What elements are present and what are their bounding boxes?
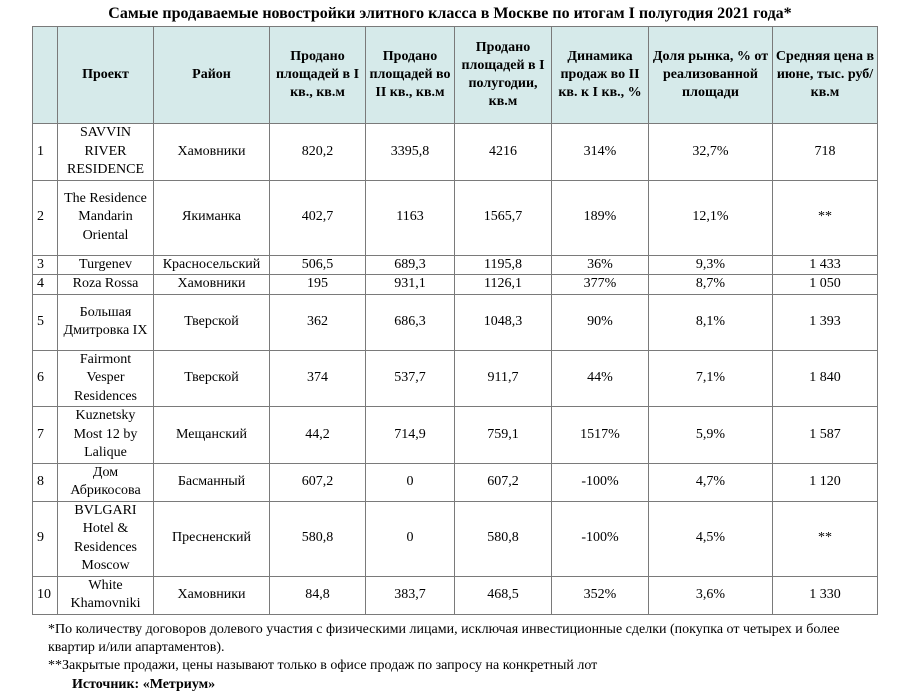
project-name: Roza Rossa — [58, 275, 154, 295]
table-row — [33, 501, 878, 576]
header-sold-q1: Продано площадей в I кв., кв.м — [270, 27, 366, 124]
market-share: 7,1% — [649, 350, 773, 407]
table-row — [33, 124, 878, 181]
avg-price: 1 433 — [773, 255, 878, 275]
sold-q2: 3395,8 — [366, 124, 455, 181]
sold-h1: 1126,1 — [455, 275, 552, 295]
market-share: 32,7% — [649, 124, 773, 181]
sold-q1: 362 — [270, 294, 366, 350]
table-row — [33, 255, 878, 275]
avg-price: ** — [773, 501, 878, 576]
project-name: White Khamovniki — [58, 576, 154, 614]
table-row — [33, 576, 878, 614]
district: Тверской — [154, 350, 270, 407]
market-share: 8,7% — [649, 275, 773, 295]
market-share: 4,7% — [649, 463, 773, 501]
project-name: Kuznetsky Most 12 by Lalique — [58, 407, 154, 464]
row-number: 7 — [33, 407, 58, 464]
sold-q1: 195 — [270, 275, 366, 295]
header-district: Район — [154, 27, 270, 124]
sold-q2: 1163 — [366, 180, 455, 255]
table-title: Самые продаваемые новостройки элитного класса в Москве по итогам I полугодия 2021 года* — [108, 5, 792, 22]
avg-price: 1 120 — [773, 463, 878, 501]
district: Хамовники — [154, 576, 270, 614]
project-name: Fairmont Vesper Residences — [58, 350, 154, 407]
dynamics: 1517% — [552, 407, 649, 464]
row-number: 8 — [33, 463, 58, 501]
sold-q1: 580,8 — [270, 501, 366, 576]
sold-q2: 383,7 — [366, 576, 455, 614]
row-number: 2 — [33, 180, 58, 255]
dynamics: -100% — [552, 501, 649, 576]
sold-h1: 911,7 — [455, 350, 552, 407]
sold-q1: 607,2 — [270, 463, 366, 501]
district: Красносельский — [154, 255, 270, 275]
footnote-1: *По количеству договоров долевого участия с физическими лицами, исключая инвестиционные сделки (покупка от четырех и более квартир и/или апартаментов). — [48, 622, 840, 655]
sales-table — [32, 26, 878, 615]
header-market-share: Доля рынка, % от реализованной площади — [649, 27, 773, 124]
avg-price: 1 587 — [773, 407, 878, 464]
source-note: Источник: «Метриум» — [72, 677, 216, 692]
sold-h1: 1048,3 — [455, 294, 552, 350]
project-name: BVLGARI Hotel & Residences Moscow — [58, 501, 154, 576]
dynamics: 90% — [552, 294, 649, 350]
avg-price: 1 330 — [773, 576, 878, 614]
header-number — [33, 27, 58, 124]
header-row — [33, 27, 878, 124]
row-number: 1 — [33, 124, 58, 181]
district: Хамовники — [154, 124, 270, 181]
header-sold-h1: Продано площадей в I полугодии, кв.м — [455, 27, 552, 124]
sold-q2: 931,1 — [366, 275, 455, 295]
avg-price: 1 050 — [773, 275, 878, 295]
sold-q2: 537,7 — [366, 350, 455, 407]
market-share: 3,6% — [649, 576, 773, 614]
sold-q2: 714,9 — [366, 407, 455, 464]
avg-price: ** — [773, 180, 878, 255]
sold-q2: 686,3 — [366, 294, 455, 350]
sold-q2: 0 — [366, 501, 455, 576]
table-body — [33, 124, 878, 615]
dynamics: 189% — [552, 180, 649, 255]
market-share: 5,9% — [649, 407, 773, 464]
table-row — [33, 407, 878, 464]
sold-h1: 759,1 — [455, 407, 552, 464]
dynamics: -100% — [552, 463, 649, 501]
table-row — [33, 463, 878, 501]
sold-q1: 374 — [270, 350, 366, 407]
header-sold-q2: Продано площадей во II кв., кв.м — [366, 27, 455, 124]
header-project: Проект — [58, 27, 154, 124]
header-dynamics: Динамика продаж во II кв. к I кв., % — [552, 27, 649, 124]
table-row — [33, 275, 878, 295]
sold-h1: 580,8 — [455, 501, 552, 576]
district: Мещанский — [154, 407, 270, 464]
district: Басманный — [154, 463, 270, 501]
market-share: 4,5% — [649, 501, 773, 576]
dynamics: 352% — [552, 576, 649, 614]
row-number: 5 — [33, 294, 58, 350]
footnote-2: **Закрытые продажи, цены называют только в офисе продаж по запросу на конкретный лот — [48, 658, 598, 673]
avg-price: 1 393 — [773, 294, 878, 350]
table-row — [33, 294, 878, 350]
district: Пресненский — [154, 501, 270, 576]
project-name: The Residence Mandarin Oriental — [58, 180, 154, 255]
avg-price: 1 840 — [773, 350, 878, 407]
sold-q2: 0 — [366, 463, 455, 501]
table-row — [33, 180, 878, 255]
sold-q1: 402,7 — [270, 180, 366, 255]
dynamics: 377% — [552, 275, 649, 295]
sold-h1: 1565,7 — [455, 180, 552, 255]
row-number: 9 — [33, 501, 58, 576]
market-share: 9,3% — [649, 255, 773, 275]
sold-q1: 44,2 — [270, 407, 366, 464]
row-number: 4 — [33, 275, 58, 295]
sold-h1: 468,5 — [455, 576, 552, 614]
sold-h1: 4216 — [455, 124, 552, 181]
project-name: Turgenev — [58, 255, 154, 275]
dynamics: 314% — [552, 124, 649, 181]
district: Хамовники — [154, 275, 270, 295]
sold-h1: 1195,8 — [455, 255, 552, 275]
avg-price: 718 — [773, 124, 878, 181]
dynamics: 36% — [552, 255, 649, 275]
row-number: 6 — [33, 350, 58, 407]
sold-q2: 689,3 — [366, 255, 455, 275]
district: Якиманка — [154, 180, 270, 255]
project-name: Дом Абрикосова — [58, 463, 154, 501]
table-row — [33, 350, 878, 407]
header-avg-price: Средняя цена в июне, тыс. руб/кв.м — [773, 27, 878, 124]
row-number: 10 — [33, 576, 58, 614]
row-number: 3 — [33, 255, 58, 275]
sold-q1: 84,8 — [270, 576, 366, 614]
district: Тверской — [154, 294, 270, 350]
dynamics: 44% — [552, 350, 649, 407]
sold-q1: 820,2 — [270, 124, 366, 181]
sold-h1: 607,2 — [455, 463, 552, 501]
market-share: 8,1% — [649, 294, 773, 350]
sold-q1: 506,5 — [270, 255, 366, 275]
project-name: Большая Дмитровка IX — [58, 294, 154, 350]
project-name: SAVVIN RIVER RESIDENCE — [58, 124, 154, 181]
market-share: 12,1% — [649, 180, 773, 255]
